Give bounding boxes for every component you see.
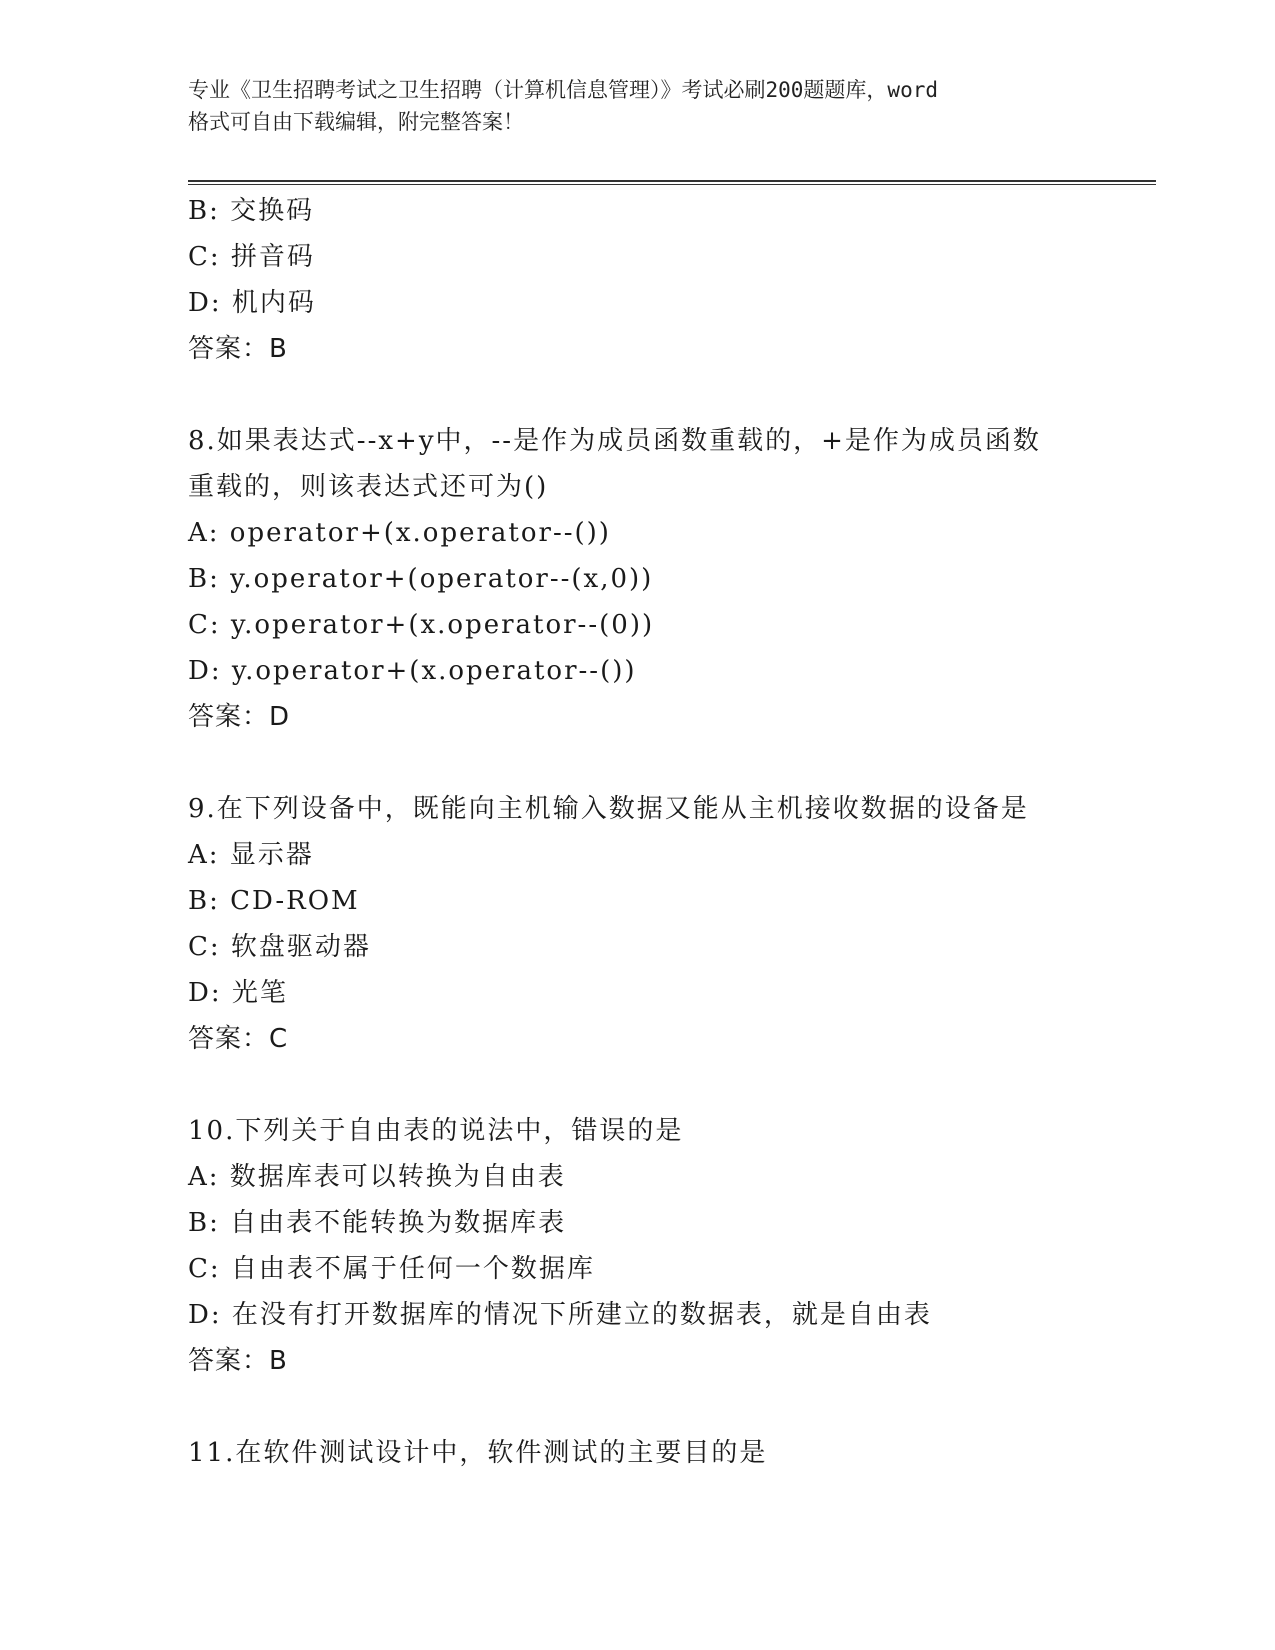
option-d: D: 机内码 xyxy=(188,288,316,318)
option-c: C: 拼音码 xyxy=(188,242,315,272)
answer: 答案：B xyxy=(188,334,288,364)
spacer xyxy=(188,740,1108,786)
option-c: C: 软盘驱动器 xyxy=(188,932,371,962)
spacer xyxy=(188,372,1108,418)
header-divider-thin xyxy=(188,184,1156,185)
question-stem: 10.下列关于自由表的说法中，错误的是 xyxy=(188,1116,684,1146)
question-stem: 11.在软件测试设计中，软件测试的主要目的是 xyxy=(188,1438,768,1468)
header-title-line-1: 专业《卫生招聘考试之卫生招聘（计算机信息管理）》考试必刷200题题库，word xyxy=(188,78,938,102)
option-d: D: 光笔 xyxy=(188,978,288,1008)
option-a: A: operator+(x.operator--()) xyxy=(188,518,611,548)
question-stem-continued: 重载的，则该表达式还可为() xyxy=(188,472,549,502)
header-divider-thick xyxy=(188,180,1156,182)
document-header xyxy=(188,74,1088,138)
spacer xyxy=(188,1384,1108,1430)
spacer xyxy=(188,1062,1108,1108)
answer: 答案：D xyxy=(188,702,291,732)
option-b: B: y.operator+(operator--(x,0)) xyxy=(188,564,654,594)
option-b: B: 自由表不能转换为数据库表 xyxy=(188,1208,567,1238)
option-b: B: 交换码 xyxy=(188,196,315,226)
question-stem: 8.如果表达式--x+y中，--是作为成员函数重载的，+是作为成员函数 xyxy=(188,426,1041,456)
question-stem: 9.在下列设备中，既能向主机输入数据又能从主机接收数据的设备是 xyxy=(188,794,1029,824)
answer: 答案：C xyxy=(188,1024,289,1054)
question-7-continued xyxy=(188,188,1108,372)
header-title-line-2: 格式可自由下载编辑，附完整答案！ xyxy=(188,110,524,134)
question-11 xyxy=(188,1430,1108,1476)
option-d: D: 在没有打开数据库的情况下所建立的数据表，就是自由表 xyxy=(188,1300,932,1330)
option-c: C: 自由表不属于任何一个数据库 xyxy=(188,1254,595,1284)
question-8 xyxy=(188,418,1108,740)
option-b: B: CD-ROM xyxy=(188,886,360,916)
question-9 xyxy=(188,786,1108,1062)
question-10 xyxy=(188,1108,1108,1384)
option-c: C: y.operator+(x.operator--(0)) xyxy=(188,610,655,640)
option-a: A: 显示器 xyxy=(188,840,314,870)
answer: 答案：B xyxy=(188,1346,288,1376)
option-d: D: y.operator+(x.operator--()) xyxy=(188,656,637,686)
option-a: A: 数据库表可以转换为自由表 xyxy=(188,1162,566,1192)
question-list xyxy=(188,188,1108,1476)
